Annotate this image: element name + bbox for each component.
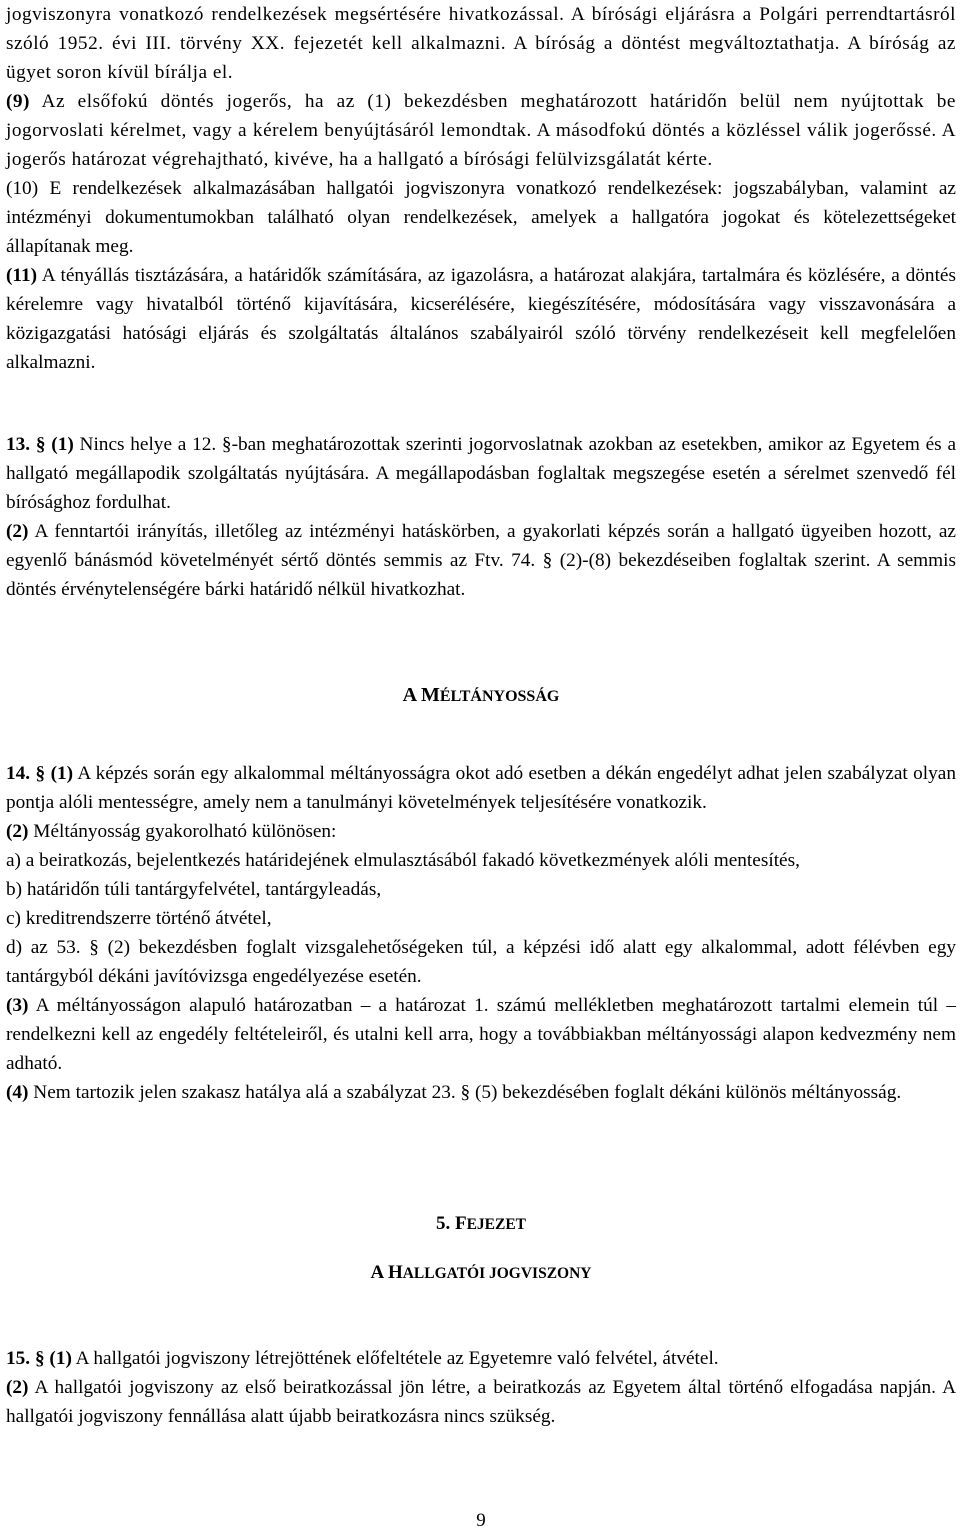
section-15: [6, 1344, 956, 1431]
continuation-paragraph: jogviszonyra vonatkozó rendelkezések megsértésére hivatkozással. A bírósági eljárásra a Polgári perrendtartásról szóló 1952. évi III. törvény XX. fejezetét kell alkalmazni. A bíróság a döntést megváltoztathatja. A bíróság az ügyet soron kívül bírálja el.: [6, 4, 956, 83]
section-14-paragraph-4: [6, 1078, 956, 1107]
section-13-paragraph-1: [6, 430, 956, 517]
paragraph-9-number: (9): [6, 91, 30, 112]
heading-student-first: A H: [370, 1262, 403, 1283]
paragraph-9: [6, 87, 956, 174]
section-14-p1-number: (1): [50, 763, 74, 784]
section-13-paragraph-sign: §: [35, 434, 46, 455]
page-number: 9: [476, 1510, 486, 1531]
section-13-number: 13.: [6, 434, 31, 455]
section-14-p2-number: (2): [6, 821, 29, 842]
heading-chapter: [6, 1213, 956, 1235]
section-15-number: 15.: [6, 1348, 31, 1369]
section-15-p1-text: A hallgatói jogviszony létrejöttének előfeltétele az Egyetemre való felvétel, átvétel.: [71, 1348, 719, 1369]
paragraph-11-number: (11): [6, 265, 38, 286]
section-14-paragraph-1: [6, 759, 956, 817]
section-14-p3-number: (3): [6, 995, 29, 1016]
list-item-d: d) az 53. § (2) bekezdésben foglalt vizsgalehetőségeken túl, a képzési idő alatt egy alkalommal, adott félévben egy tantárgyból dékáni javítóvizsga engedélyezése esetén.: [6, 937, 956, 987]
section-15-paragraph-1: [6, 1344, 956, 1373]
heading-equity-rest: ÉLTÁNYOSSÁG: [439, 688, 560, 705]
heading-equity-first: A M: [402, 684, 440, 706]
section-14-p4-text: Nem tartozik jelen szakasz hatálya alá a szabályzat 23. § (5) bekezdésében foglalt dékáni különös méltányosság.: [28, 1082, 902, 1103]
section-13-p1-number: (1): [51, 434, 74, 455]
section-15-p2-number: (2): [6, 1377, 29, 1398]
top-block: [6, 0, 956, 377]
list-item-a: a) a beiratkozás, bejelentkezés határidejének elmulasztásából fakadó következmények alóli mentesítés,: [6, 850, 800, 871]
section-14-paragraph-2: [6, 817, 956, 846]
section-13-p2-text: A fenntartói irányítás, illetőleg az intézményi hatáskörben, a gyakorlati képzés során a hallgató ügyeiben hozott, az egyenlő bánásmód követelményét sértő döntés semmis az Ftv. 74. § (2)-(8) bekezdéseiben foglaltak szerint. A semmis döntés érvénytelenségére bárki határidő nélkül hivatkozhat.: [6, 521, 956, 600]
section-14-number: 14.: [6, 763, 31, 784]
heading-equity: [6, 684, 956, 707]
section-15-p2-text: A hallgatói jogviszony az első beiratkozással jön létre, a beiratkozás az Egyetem által történő elfogadása napján. A hallgatói jogviszony fennállása alatt újabb beiratkozásra nincs szükség.: [6, 1377, 956, 1427]
list-item-c: c) kreditrendszerre történő átvétel,: [6, 908, 272, 929]
paragraph-11-text: A tényállás tisztázására, a határidők számítására, az igazolásra, a határozat alakjára, tartalmára és közlésére, a döntés kérelemre vagy hivatalból történő kijavítására, kicserélésére, kiegészítésére, módosítására vagy visszavonására a közigazgatási hatósági eljárás és szolgáltatás általános szabályairól szóló törvény rendelkezéseit kell megfelelően alkalmazni.: [6, 265, 956, 373]
section-15-paragraph-sign: §: [34, 1348, 45, 1369]
section-14-paragraph-sign: §: [35, 763, 46, 784]
section-15-paragraph-2: [6, 1373, 956, 1431]
heading-student-status: [6, 1262, 956, 1284]
heading-student-rest: ALLGATÓI JOGVISZONY: [402, 1265, 592, 1282]
section-15-p1-number: (1): [49, 1348, 72, 1369]
section-14-p2-text: Méltányosság gyakorolható különösen:: [28, 821, 337, 842]
section-13-paragraph-2: [6, 517, 956, 604]
paragraph-11: [6, 261, 956, 377]
section-14-p3-text: A méltányosságon alapuló határozatban – a határozat 1. számú mellékletben meghatározott tartalmi elemein túl – rendelkezni kell az engedély feltételeiről, és utalni kell arra, hogy a továbbiakban méltányossági alapon kedvezmény nem adható.: [6, 995, 956, 1074]
section-13: [6, 430, 956, 604]
paragraph-10: (10) E rendelkezések alkalmazásában hallgatói jogviszonyra vonatkozó rendelkezések: jogszabályban, valamint az intézményi dokumentumokban található olyan rendelkezések, amelyek a hallgatóra jogokat és kötelezettségeket állapítanak meg.: [6, 178, 956, 257]
heading-chapter-first: 5. F: [435, 1213, 467, 1234]
section-14: [6, 759, 956, 1107]
section-14-paragraph-3: [6, 991, 956, 1078]
section-13-p1-text: Nincs helye a 12. §-ban meghatározottak szerinti jogorvoslatnak azokban az esetekben, amikor az Egyetem és a hallgató megállapodik szolgáltatás nyújtására. A megállapodásban foglaltak megszegése esetén a sérelmet szenvedő fél bírósághoz fordulhat.: [6, 434, 956, 513]
heading-chapter-rest: EJEZET: [466, 1216, 527, 1233]
list-item-b: b) határidőn túli tantárgyfelvétel, tantárgyleadás,: [6, 879, 382, 900]
section-14-p1-text: A képzés során egy alkalommal méltányosságra okot adó esetben a dékán engedélyt adhat jelen szabályzat olyan pontja alóli mentességre, amely nem a tanulmányi követelmények teljesítésére vonatkozik.: [6, 763, 957, 813]
paragraph-9-text: Az elsőfokú döntés jogerős, ha az (1) bekezdésben meghatározott határidőn belül nem nyújtottak be jogorvoslati kérelmet, vagy a kérelem benyújtásáról lemondtak. A másodfokú döntés a közléssel válik jogerőssé. A jogerős határozat végrehajtható, kivéve, ha a hallgató a bírósági felülvizsgálatát kérte.: [6, 91, 956, 170]
section-13-p2-number: (2): [6, 521, 29, 542]
section-14-p4-number: (4): [6, 1082, 29, 1103]
